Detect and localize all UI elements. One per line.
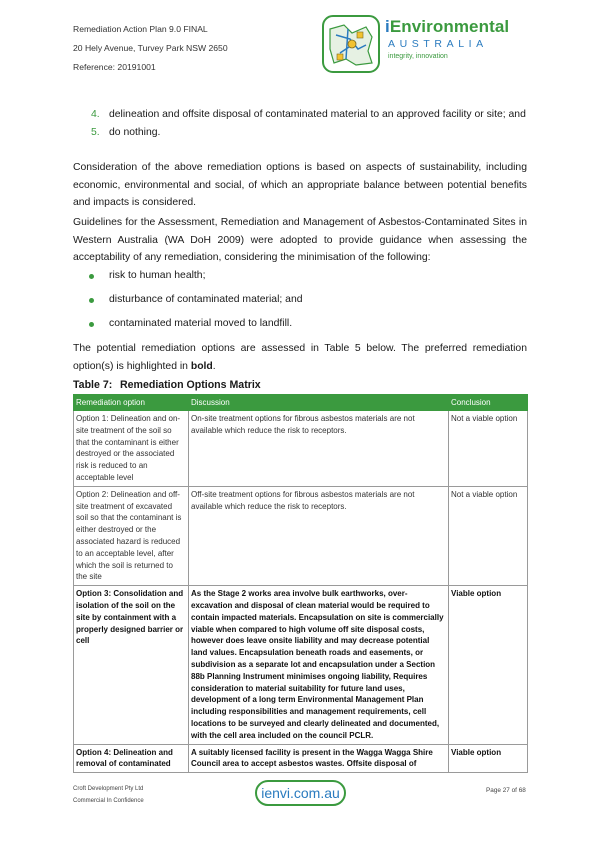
item-number: 5. bbox=[91, 126, 100, 138]
option-cell: Option 1: Delineation and on-site treatment of the soil so that the contaminant is either destroyed or the associated risk is reduced to an acceptable level bbox=[74, 411, 189, 487]
remediation-options-table bbox=[73, 394, 528, 773]
logo-subtitle: AUSTRALIA bbox=[388, 38, 488, 50]
paragraph-options-assessed: The potential remediation options are assessed in Table 5 below. The preferred remediation option(s) is highlighted in bold. bbox=[73, 343, 527, 372]
discussion-cell: Off-site treatment options for fibrous asbestos materials are not available which reduce the risk to receptors. bbox=[189, 486, 449, 585]
conclusion-cell: Not a viable option bbox=[449, 486, 528, 585]
header-reference: Reference: 20191001 bbox=[73, 62, 156, 72]
option-cell: Option 4: Delineation and removal of contaminated bbox=[74, 744, 189, 773]
paragraph-guidelines: Guidelines for the Assessment, Remediation and Management of Asbestos-Contaminated Sites in Western Australia (WA DoH 2009) were adopted to provide guidance when assessing the acceptability of any remediation, considering the minimisation of the following: bbox=[73, 217, 527, 263]
option-cell: Option 2: Delineation and off-site treatment of excavated soil so that the contaminant is either destroyed or the associated hazard is reduced to an acceptable level, after which the soil is returned to the site bbox=[74, 486, 189, 585]
numbered-item bbox=[73, 124, 527, 142]
column-header-conclusion: Conclusion bbox=[449, 395, 528, 411]
logo-map-icon bbox=[322, 15, 380, 73]
conclusion-cell: Not a viable option bbox=[449, 411, 528, 487]
footer-left bbox=[73, 783, 144, 807]
column-header-option: Remediation option bbox=[74, 395, 189, 411]
numbered-list bbox=[73, 106, 527, 141]
item-text: delineation and offsite disposal of contaminated material to an approved facility or site; and bbox=[109, 109, 526, 120]
bullet-dot-icon bbox=[89, 274, 94, 279]
header-address: 20 Hely Avenue, Turvey Park NSW 2650 bbox=[73, 43, 228, 53]
footer-confidentiality: Commercial In Confidence bbox=[73, 798, 144, 804]
discussion-cell: A suitably licensed facility is present in the Wagga Wagga Shire Council area to accept asbestos wastes. Offsite disposal of bbox=[189, 744, 449, 773]
conclusion-cell: Viable option bbox=[449, 744, 528, 773]
paragraph-sustainability: Consideration of the above remediation options is based on aspects of sustainability, including economic, environmental and social, of which an appropriate balance between potential benefits and impacts is considered. bbox=[73, 162, 527, 208]
bullet-item: risk to human health; bbox=[73, 267, 527, 291]
footer-company: Croft Development Pty Ltd bbox=[73, 786, 144, 792]
bullet-item: contaminated material moved to landfill. bbox=[73, 315, 527, 339]
item-text: do nothing. bbox=[109, 126, 161, 138]
table-row bbox=[74, 411, 528, 487]
column-header-discussion: Discussion bbox=[189, 395, 449, 411]
discussion-cell: As the Stage 2 works area involve bulk earthworks, over-excavation and disposal of clean material would be required to contain impacted materials. Encapsulation on site is commercially viable when compared to high volume off site disposal costs, however does leave onsite liability and may decrease potential land values. Encapsulation beneath roads and easements, or subdivision as a separate lot and encapsulation under a Section 88b Planning Instrument minimises ongoing liability, Requires consideration to material suitability for future land uses, development of a long term Environmental Management Plan including responsibilities and management requirements, cell locations to be surveyed and clearly delineated and documented, with the cell area included on the council PCLR. bbox=[189, 586, 449, 744]
table-caption: Table 7: Remediation Options Matrix bbox=[73, 379, 261, 391]
numbered-item bbox=[73, 106, 527, 124]
bullet-dot-icon bbox=[89, 298, 94, 303]
logo-tagline: integrity, innovation bbox=[388, 53, 448, 60]
item-number: 4. bbox=[91, 109, 100, 120]
conclusion-cell: Viable option bbox=[449, 586, 528, 744]
page-number: Page 27 of 68 bbox=[486, 787, 526, 794]
logo-brand: iEnvironmental bbox=[385, 17, 510, 36]
discussion-cell: On-site treatment options for fibrous asbestos materials are not available which reduce the risk to receptors. bbox=[189, 411, 449, 487]
table-row bbox=[74, 586, 528, 744]
option-cell: Option 3: Consolidation and isolation of the soil on the site by containment with a properly designed barrier or cell bbox=[74, 586, 189, 744]
table-row bbox=[74, 486, 528, 585]
bullet-list bbox=[73, 267, 527, 339]
header-title: Remediation Action Plan 9.0 FINAL bbox=[73, 24, 208, 34]
company-logo bbox=[322, 15, 522, 73]
document-header bbox=[73, 20, 228, 77]
table-row bbox=[74, 744, 528, 773]
bullet-item: disturbance of contaminated material; and bbox=[73, 291, 527, 315]
footer-website-link[interactable]: ienvi.com.au bbox=[255, 780, 346, 806]
bullet-dot-icon bbox=[89, 322, 94, 327]
table-header-row bbox=[74, 395, 528, 411]
